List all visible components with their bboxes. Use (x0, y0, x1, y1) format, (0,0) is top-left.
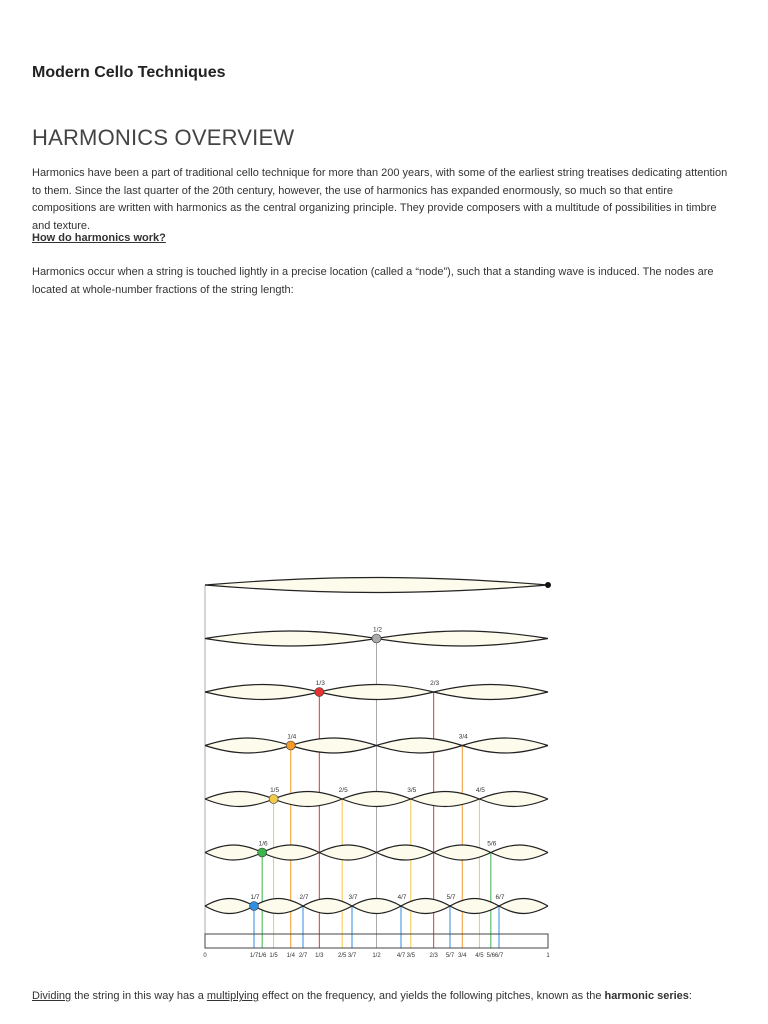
scale-tick-label: 2/7 (298, 953, 308, 959)
scale-tick-label: 3/4 (458, 953, 467, 959)
node-label: 1/3 (315, 680, 325, 687)
harmonic-series-term: harmonic series (604, 990, 689, 1002)
multiplying-link[interactable]: multiplying (206, 990, 259, 1002)
scale-tick-label: 5/6 (486, 953, 496, 959)
node-label: 6/7 (495, 894, 505, 901)
node-label: 1/5 (270, 787, 280, 794)
node-marker-dot (250, 902, 259, 911)
wave-fill (205, 685, 548, 700)
node-label: 1/6 (258, 840, 268, 848)
node-label: 2/7 (299, 894, 309, 901)
scale-tick-label: 4/5 (475, 953, 484, 959)
scale-tick-label: 2/5 (338, 953, 347, 959)
node-marker-dot (258, 848, 267, 857)
wave-fill (205, 578, 548, 593)
harmonic-series-paragraph (32, 990, 742, 1002)
node-label: 3/5 (407, 787, 417, 794)
scale-tick-label: 1 (546, 953, 550, 959)
node-label: 1/7 (250, 894, 260, 901)
node-marker-dot (372, 634, 381, 643)
scale-tick-label: 1/7 (249, 953, 259, 959)
node-label: 2/5 (338, 787, 348, 794)
harmonics-node-diagram (0, 560, 768, 965)
dividing-link[interactable]: Dividing (32, 990, 72, 1002)
scale-tick-label: 1/5 (269, 953, 278, 959)
scale-tick-label: 1/4 (286, 953, 295, 959)
intro-paragraph: Harmonics have been a part of traditional cello technique for more than 200 years, with some of the earliest string treatises dedicating attention to them. Since the last quarter of the 20th century, however, the use of harmonics has expanded enormously, so much so that entire compositions are written with harmonics as the central organizing principle. They provide composers with a multitude of possibilities in timbre and texture. (32, 167, 728, 232)
scale-tick-label: 1/3 (315, 953, 324, 959)
site-title[interactable]: Modern Cello Techniques (32, 64, 226, 81)
nodes-paragraph: Harmonics occur when a string is touched lightly in a precise location (called a “node”), such that a standing wave is induced. The nodes are located at whole-number fractions of the string length: (32, 266, 714, 296)
node-marker-dot (315, 688, 324, 697)
node-marker-dot (286, 741, 295, 750)
scale-tick-label: 3/5 (406, 953, 415, 959)
scale-tick-label: 1/6 (257, 953, 267, 959)
text-run: effect on the frequency, and yields the following pitches, known as the (258, 990, 605, 1002)
node-label: 5/7 (446, 894, 456, 901)
node-label: 2/3 (430, 680, 440, 687)
section-heading: HARMONICS OVERVIEW (32, 125, 295, 150)
text-run: the string in this way has a (71, 990, 207, 1002)
node-label: 3/7 (348, 894, 358, 901)
node-label: 1/4 (287, 733, 297, 741)
node-marker-dot (269, 795, 278, 804)
scale-tick-label: 4/7 (396, 953, 406, 959)
string-end-dot (545, 582, 551, 588)
scale-tick-label: 5/7 (445, 953, 455, 959)
scale-tick-label: 3/7 (347, 953, 357, 959)
node-label: 3/4 (458, 733, 468, 741)
scale-tick-label: 6/7 (494, 953, 504, 959)
scale-tick-label: 1/2 (372, 953, 381, 959)
node-label: 4/7 (397, 894, 407, 901)
node-label: 1/2 (372, 626, 383, 634)
node-label: 5/6 (487, 840, 497, 848)
scale-tick-label: 0 (203, 953, 207, 959)
scale-tick-label: 2/3 (429, 953, 438, 959)
how-harmonics-work-heading: How do harmonics work? (32, 232, 166, 244)
text-run: : (688, 990, 692, 1002)
node-label: 4/5 (475, 787, 485, 794)
